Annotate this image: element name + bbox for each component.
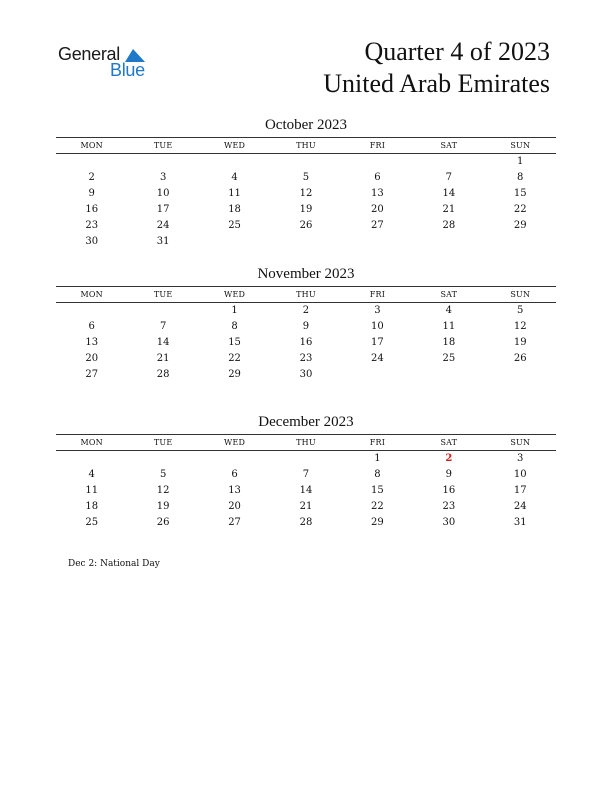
day-cell: 18: [85, 501, 99, 512]
title-country: United Arab Emirates: [323, 69, 550, 98]
day-cell: 8: [374, 469, 381, 480]
weekday-label: THU: [296, 141, 316, 150]
day-cell: 27: [85, 369, 99, 380]
day-cell: 10: [156, 188, 170, 199]
day-cell: 20: [371, 204, 384, 215]
weekday-label: FRI: [369, 438, 386, 447]
weekday-label: SAT: [440, 438, 458, 447]
empty-day-cell: [199, 234, 270, 250]
weekday-label: FRI: [369, 290, 386, 299]
day-cell: 19: [156, 501, 170, 512]
day-cell: 27: [228, 517, 241, 528]
day-cell: 13: [85, 337, 99, 348]
day-cell: 4: [231, 172, 238, 183]
weekday-label: TUE: [153, 290, 173, 299]
empty-day-cell: [270, 451, 341, 467]
day-cell: 7: [302, 469, 310, 480]
empty-day-cell: [413, 154, 484, 170]
day-cell: 16: [85, 204, 99, 215]
day-cell: 13: [371, 188, 384, 199]
day-cell: 9: [445, 469, 452, 480]
week-row: [56, 451, 556, 467]
weekday-label: TUE: [153, 141, 173, 150]
weekday-label: SUN: [510, 141, 531, 150]
day-cell: 23: [85, 220, 99, 231]
day-cell: 22: [228, 353, 241, 364]
day-cell: 25: [85, 517, 99, 528]
week-row: [56, 351, 556, 367]
month-title: November 2023: [257, 266, 355, 282]
holiday-note: Dec 2: National Day: [68, 559, 160, 569]
weekday-label: SUN: [510, 438, 531, 447]
month-title: October 2023: [264, 117, 348, 133]
day-cell: 26: [513, 353, 527, 364]
empty-day-cell: [56, 451, 127, 467]
empty-day-cell: [485, 234, 556, 250]
day-cell: 1: [231, 305, 238, 316]
week-row: [56, 335, 556, 351]
day-cell: 6: [374, 172, 381, 183]
day-cell: 6: [88, 321, 95, 332]
weekday-label: THU: [296, 290, 316, 299]
day-cell: 10: [371, 321, 384, 332]
day-cell: 11: [228, 188, 241, 199]
day-cell: 14: [442, 188, 456, 199]
day-cell: 16: [299, 337, 313, 348]
empty-day-cell: [127, 451, 198, 467]
empty-day-cell: [342, 234, 413, 250]
day-cell: 17: [513, 485, 527, 496]
day-cell: 12: [513, 321, 527, 332]
day-cell: 17: [371, 337, 384, 348]
day-cell: 31: [156, 236, 170, 247]
month-december: [56, 413, 556, 531]
holiday-notes: [68, 559, 160, 569]
day-cell: 20: [85, 353, 99, 364]
week-row: [56, 467, 556, 483]
day-cell: 30: [85, 236, 99, 247]
day-cell: 25: [228, 220, 241, 231]
day-cell: 29: [371, 517, 384, 528]
weekday-header-row: [56, 138, 556, 153]
week-row: [56, 483, 556, 499]
week-row: [56, 319, 556, 335]
week-row: [56, 218, 556, 234]
empty-day-cell: [270, 154, 341, 170]
weekday-label: THU: [296, 438, 316, 447]
day-cell: 2: [88, 172, 95, 183]
week-row: [56, 202, 556, 218]
week-row: [56, 170, 556, 186]
day-cell: 14: [156, 337, 170, 348]
logo-text-blue: Blue: [110, 60, 145, 80]
day-cell: 12: [156, 485, 170, 496]
weekday-label: TUE: [153, 438, 173, 447]
empty-day-cell: [199, 451, 270, 467]
week-row: [56, 515, 556, 531]
day-cell: 26: [156, 517, 170, 528]
empty-day-cell: [56, 154, 127, 170]
day-cell: 23: [299, 353, 313, 364]
empty-day-cell: [270, 234, 341, 250]
weekday-label: WED: [224, 438, 246, 447]
day-cell: 11: [442, 321, 456, 332]
day-cell: 3: [374, 305, 381, 316]
day-cell: 21: [442, 204, 456, 215]
day-cell: 9: [302, 321, 310, 332]
day-cell: 18: [442, 337, 456, 348]
day-cell: 3: [517, 453, 524, 464]
empty-day-cell: [485, 367, 556, 383]
weekday-label: WED: [224, 141, 246, 150]
day-cell: 4: [88, 469, 95, 480]
day-cell: 16: [442, 485, 456, 496]
empty-day-cell: [199, 154, 270, 170]
day-cell: 3: [159, 172, 167, 183]
month-october: [56, 116, 556, 250]
day-cell: 24: [371, 353, 384, 364]
empty-day-cell: [127, 154, 198, 170]
empty-day-cell: [342, 367, 413, 383]
weekday-header-row: [56, 287, 556, 302]
day-cell: 11: [85, 485, 99, 496]
day-cell: 22: [513, 204, 527, 215]
day-cell: 20: [228, 501, 241, 512]
empty-day-cell: [127, 303, 198, 319]
day-cell: 25: [442, 353, 456, 364]
empty-day-cell: [413, 234, 484, 250]
holiday-day-cell: 2: [445, 453, 453, 464]
weekday-label: SAT: [440, 141, 458, 150]
week-row: [56, 303, 556, 319]
day-cell: 8: [517, 172, 524, 183]
generalblue-logo: [58, 44, 158, 84]
day-cell: 30: [299, 369, 313, 380]
day-cell: 28: [299, 517, 313, 528]
weekday-header-row: [56, 435, 556, 450]
day-cell: 22: [371, 501, 384, 512]
day-cell: 23: [442, 501, 456, 512]
day-cell: 13: [228, 485, 241, 496]
day-cell: 21: [156, 353, 170, 364]
week-row: [56, 154, 556, 170]
day-cell: 7: [445, 172, 452, 183]
day-cell: 2: [302, 305, 310, 316]
empty-day-cell: [56, 303, 127, 319]
day-cell: 5: [517, 305, 524, 316]
weekday-label: SAT: [440, 290, 458, 299]
day-cell: 29: [228, 369, 241, 380]
title-quarter: Quarter 4 of 2023: [364, 37, 550, 66]
day-cell: 5: [302, 172, 310, 183]
week-row: [56, 234, 556, 250]
weekday-label: FRI: [369, 141, 386, 150]
day-cell: 28: [442, 220, 456, 231]
week-row: [56, 186, 556, 202]
day-cell: 31: [513, 517, 527, 528]
day-cell: 15: [228, 337, 241, 348]
weekday-label: MON: [80, 438, 103, 447]
day-cell: 19: [299, 204, 313, 215]
page-title: [323, 36, 550, 100]
empty-day-cell: [413, 367, 484, 383]
day-cell: 15: [371, 485, 384, 496]
day-cell: 17: [156, 204, 170, 215]
day-cell: 7: [159, 321, 167, 332]
weekday-label: MON: [80, 141, 103, 150]
day-cell: 14: [299, 485, 313, 496]
week-row: [56, 367, 556, 383]
day-cell: 19: [513, 337, 527, 348]
day-cell: 28: [156, 369, 170, 380]
day-cell: 9: [88, 188, 95, 199]
day-cell: 27: [371, 220, 384, 231]
day-cell: 5: [159, 469, 167, 480]
day-cell: 4: [445, 305, 452, 316]
empty-day-cell: [342, 154, 413, 170]
day-cell: 1: [517, 156, 524, 167]
day-cell: 12: [299, 188, 313, 199]
day-cell: 24: [513, 501, 527, 512]
day-cell: 21: [299, 501, 313, 512]
day-cell: 18: [228, 204, 241, 215]
weekday-label: MON: [80, 290, 103, 299]
day-cell: 1: [374, 453, 381, 464]
day-cell: 26: [299, 220, 313, 231]
weekday-label: WED: [224, 290, 246, 299]
weekday-label: SUN: [510, 290, 531, 299]
day-cell: 10: [513, 469, 527, 480]
week-row: [56, 499, 556, 515]
logo-text-general: General: [58, 44, 120, 64]
month-title: December 2023: [258, 414, 354, 430]
month-november: [56, 265, 556, 383]
day-cell: 29: [513, 220, 527, 231]
day-cell: 30: [442, 517, 456, 528]
day-cell: 6: [231, 469, 238, 480]
day-cell: 8: [231, 321, 238, 332]
day-cell: 24: [156, 220, 170, 231]
day-cell: 15: [513, 188, 527, 199]
